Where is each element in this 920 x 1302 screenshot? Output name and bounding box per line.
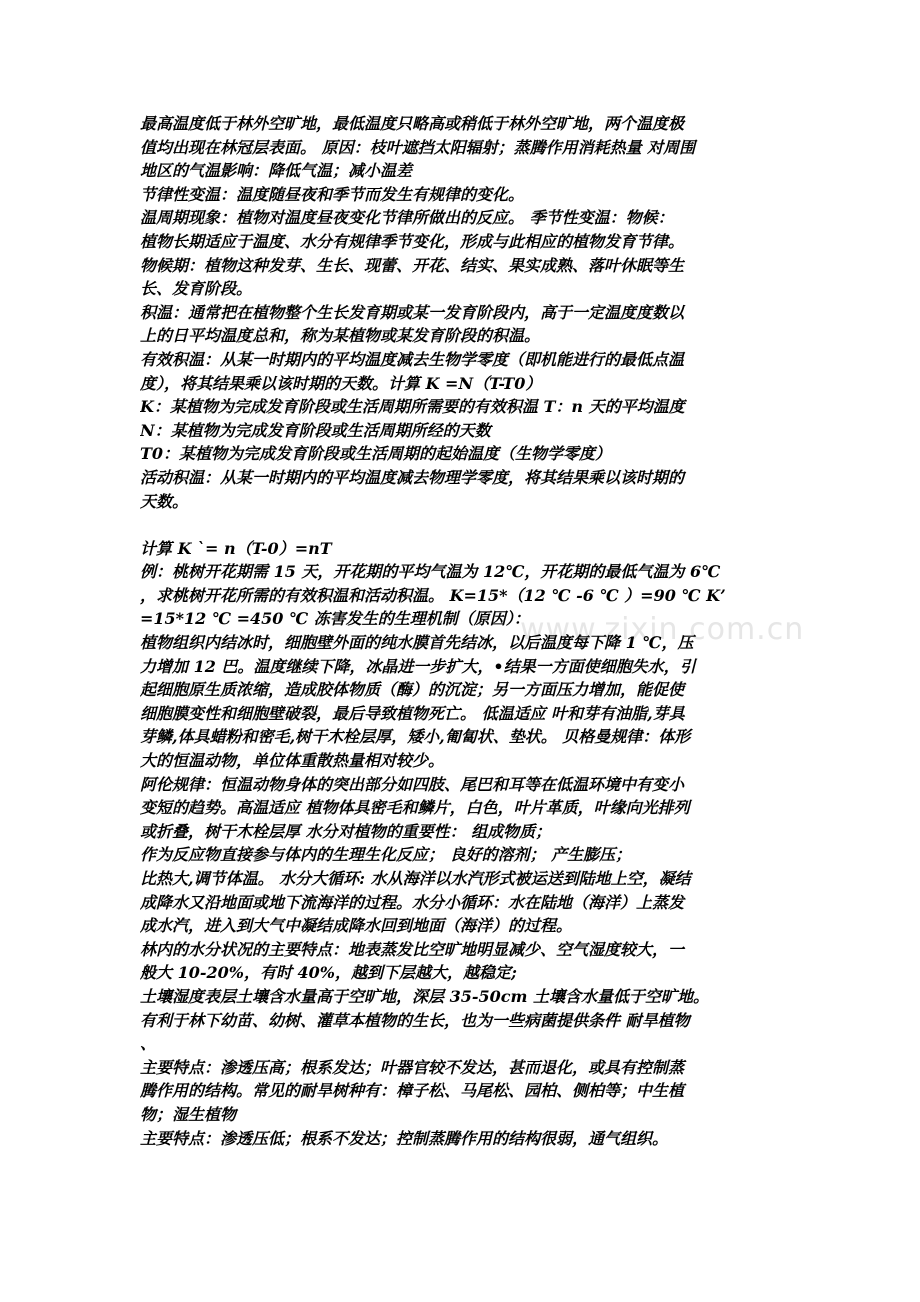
text-line: 最高温度低于林外空旷地，最低温度只略高或稍低于林外空旷地，两个温度极 (140, 114, 685, 133)
text-line: 计算 K `= n（T-0）=nT (140, 538, 332, 558)
text-line: 般大 10-20%，有时 40%，越到下层越大，越稳定; (140, 963, 517, 983)
text-line: 芽鳞,体具蜡粉和密毛,树干木栓层厚，矮小,匍匐状、垫状。 贝格曼规律：体形 (140, 727, 691, 747)
text-line: 比热大,调节体温。 水分大循环: 水从海洋以水汽形式被运送到陆地上空，凝结 (140, 869, 691, 888)
text-line: 力增加 12 巴。温度继续下降，冰晶进一步扩大，•结果一方面使细胞失水，引 (140, 656, 696, 676)
text-line: 或折叠，树干木栓层厚 水分对植物的重要性： 组成物质； (140, 821, 552, 841)
text-line: 温周期现象：植物对温度昼夜变化节律所做出的反应。 季节性变温：物候： (140, 208, 674, 228)
text-line: 例：桃树开花期需 15 天，开花期的平均气温为 12℃，开花期的最低气温为 6℃ (140, 562, 721, 582)
text-line: 节律性变温：温度随昼夜和季节而发生有规律的变化。 (140, 184, 525, 204)
blank-line (140, 513, 788, 537)
text-line: 土壤湿度表层土壤含水量高于空旷地，深层 35-50cm 土壤含水量低于空旷地。 (140, 986, 709, 1006)
text-line: 植物组织内结冰时，细胞壁外面的纯水膜首先结冰，以后温度每下降 1 ℃，压 (140, 633, 694, 653)
text-line: 主要特点：渗透压低；根系不发达；控制蒸腾作用的结构很弱，通气组织。 (140, 1128, 669, 1148)
text-line: 值均出现在林冠层表面。 原因：枝叶遮挡太阳辐射；蒸腾作用消耗热量 对周围 (140, 137, 696, 157)
text-line: 腾作用的结构。常见的耐旱树种有：樟子松、马尾松、园柏、侧柏等；中生植 (140, 1081, 685, 1101)
text-line: 活动积温：从某一时期内的平均温度减去物理学零度，将其结果乘以该时期的 (140, 467, 685, 487)
text-line: 主要特点：渗透压高；根系发达；叶器官较不发达，甚而退化，或具有控制蒸 (140, 1057, 685, 1077)
text-line: 植物长期适应于温度、水分有规律季节变化，形成与此相应的植物发育节律。 (140, 231, 685, 251)
text-line: =15*12 ℃ =450 ℃ 冻害发生的生理机制（原因）： (140, 609, 530, 629)
text-line: 地区的气温影响：降低气温；减小温差 (140, 161, 413, 181)
text-line: ，求桃树开花所需的有效积温和活动积温。 K=15*（12 ℃ -6 ℃ ）=90 ℃ K’ (140, 585, 726, 605)
text-line: 作为反应物直接参与体内的生理生化反应； 良好的溶剂； 产生膨压； (140, 845, 632, 865)
text-line: 细胞膜变性和细胞壁破裂，最后导致植物死亡。 低温适应 叶和芽有油脂,芽具 (140, 703, 685, 723)
text-line: 物；湿生植物 (140, 1104, 237, 1124)
text-line: 天数。 (140, 491, 189, 511)
text-line: 度），将其结果乘以该时期的天数。计算 K =N（T-T0） (140, 373, 542, 393)
text-line: 起细胞原生质浓缩，造成胶体物质（酶）的沉淀；另一方面压力增加，能促使 (140, 680, 685, 700)
text-line: 、 (140, 1034, 157, 1054)
text-line: K：某植物为完成发育阶段或生活周期所需要的有效积温 T：n 天的平均温度 (140, 397, 685, 417)
text-line: 长、发育阶段。 (140, 279, 253, 299)
watermark: www.zixin.com.cn (520, 612, 805, 647)
text-line: 成降水又沿地面或地下流海洋的过程。水分小循环：水在陆地（海洋）上蒸发 (140, 892, 685, 912)
text-line: 物候期：植物这种发芽、生长、现蕾、开花、结实、果实成熟、落叶休眠等生 (140, 255, 685, 275)
text-line: 有效积温：从某一时期内的平均温度减去生物学零度（即机能进行的最低点温 (140, 349, 685, 369)
text-line: 成水汽，进入到大气中凝结成降水回到地面（海洋）的过程。 (140, 916, 573, 936)
text-line: N：某植物为完成发育阶段或生活周期所经的天数 (140, 420, 491, 440)
document-body (140, 112, 788, 1150)
text-line: 林内的水分状况的主要特点：地表蒸发比空旷地明显减少、空气湿度较大，一 (140, 939, 685, 959)
text-line: 上的日平均温度总和，称为某植物或某发育阶段的积温。 (140, 326, 541, 346)
text-line: 大的恒温动物，单位体重散热量相对较少。 (140, 751, 445, 771)
text-line: T0：某植物为完成发育阶段或生活周期的起始温度（生物学零度） (140, 444, 612, 464)
text-line: 变短的趋势。高温适应 植物体具密毛和鳞片，白色，叶片革质，叶缘向光排列 (140, 798, 690, 818)
text-line: 积温：通常把在植物整个生长发育期或某一发育阶段内，高于一定温度度数以 (140, 302, 685, 322)
text-line: 阿伦规律：恒温动物身体的突出部分如四肢、尾巴和耳等在低温环境中有变小 (140, 774, 685, 794)
text-line: 有利于林下幼苗、幼树、灌草本植物的生长，也为一些病菌提供条件 耐旱植物 (140, 1010, 690, 1030)
